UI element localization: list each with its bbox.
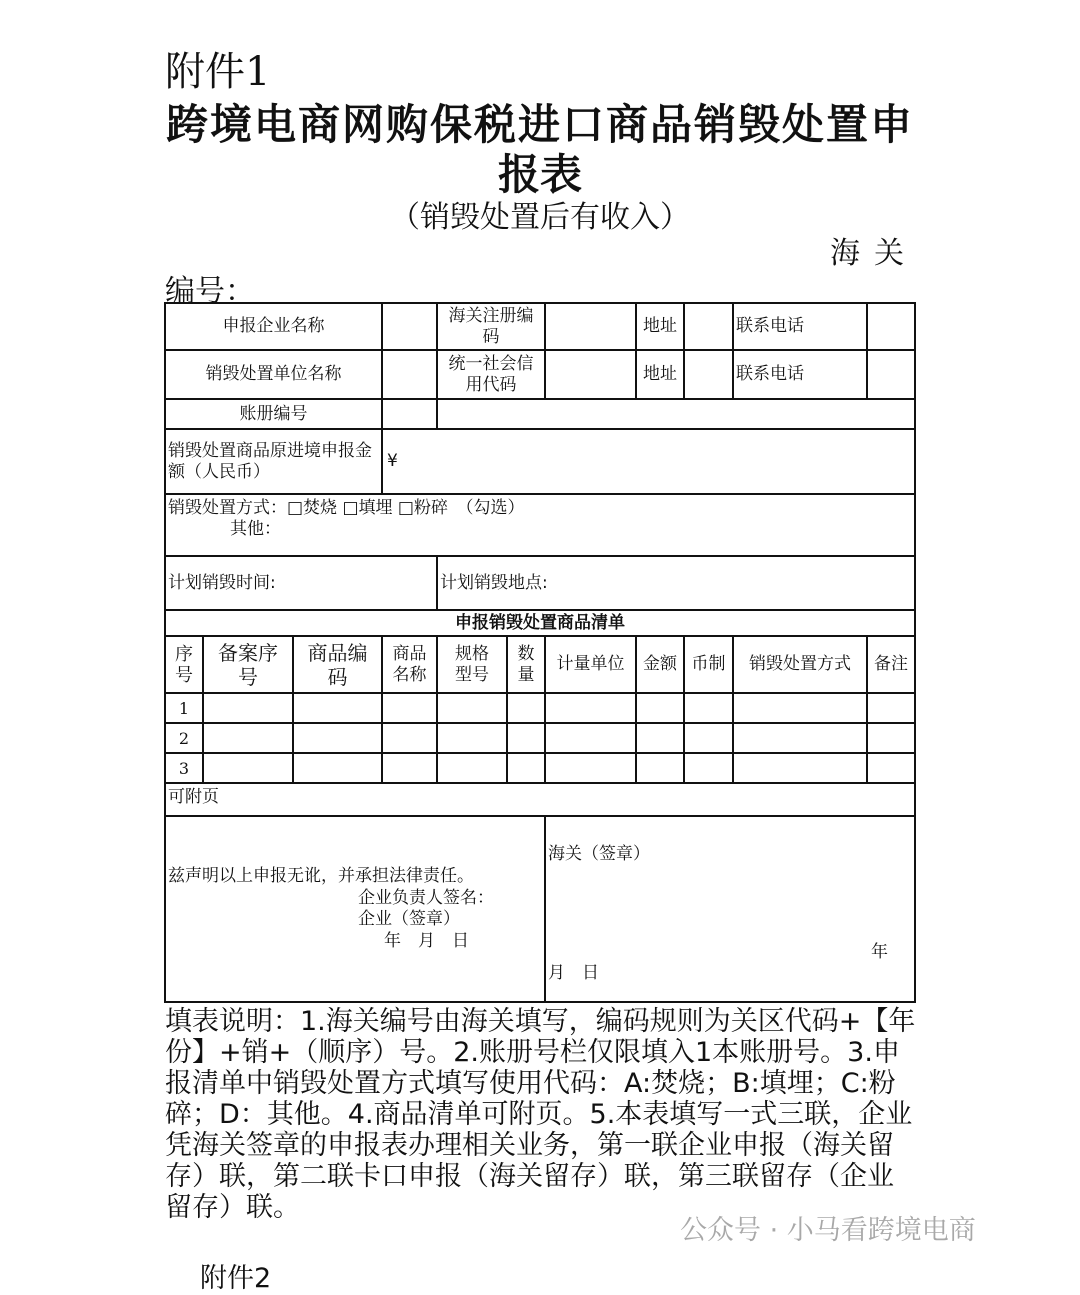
col-header-record-seq: 备案序号 — [218, 640, 278, 689]
enterprise-seal-label: 企业（签章） — [358, 909, 460, 929]
address-label-2: 地址 — [643, 364, 677, 384]
customs-reg-code-label: 海关注册编码 — [448, 305, 534, 347]
col-header-currency: 币制 — [691, 654, 726, 674]
phone-label: 联系电话 — [736, 316, 804, 336]
col-header-spec: 规格型号 — [455, 643, 489, 685]
col-header-qty: 数量 — [517, 643, 535, 685]
col-header-product-code: 商品编码 — [307, 640, 368, 689]
form-title-line1: 跨境电商网购保税进口商品销毁处置申 — [165, 100, 914, 149]
col-header-disposal-method: 销毁处置方式 — [749, 654, 851, 674]
disposal-method-options: 销毁处置方式：□焚烧 □填埋 □粉碎 （勾选） — [168, 498, 525, 518]
declaration-text: 兹声明以上申报无讹，并承担法律责任。 — [168, 866, 474, 886]
attachment-label: 附件1 — [165, 49, 271, 95]
plan-place-label: 计划销毁地点: — [440, 572, 548, 593]
ledger-no-label: 账册编号 — [239, 403, 308, 424]
col-header-product-name: 商品名称 — [392, 643, 427, 685]
next-attachment-label: 附件2 — [200, 1263, 272, 1294]
filling-instructions: 填表说明：1.海关编号由海关填写，编码规则为关区代码+【年份】+销+（顺序）号。2.账册号栏仅限填入1本账册号。3.申报清单中销毁处置方式填写使用代码：A:焚烧；B:填埋；C:粉碎；D：其他。4.商品清单可附页。5.本表填写一式三联，企业凭海关签章的申报表办理相关业务，第一联企业申报（海关留存）联，第二联卡口申报（海关留存）联，第三联留存（企业留存）联。 — [165, 1006, 916, 1223]
serial-number-label: 编号： — [165, 274, 255, 309]
customs-month-day-label: 月 日 — [548, 963, 599, 983]
list-title: 申报销毁处置商品清单 — [455, 612, 625, 633]
currency-symbol: ¥ — [387, 451, 398, 471]
disposal-unit-name-label: 销毁处置单位名称 — [205, 364, 342, 384]
disposal-method-other: 其他： — [230, 519, 281, 539]
col-header-seq: 序号 — [175, 643, 193, 686]
col-header-unit: 计量单位 — [556, 654, 625, 674]
customs-year-label: 年 — [871, 942, 888, 962]
orig-amount-label: 销毁处置商品原进境申报金额（人民币） — [168, 440, 372, 482]
row-number: 3 — [178, 758, 190, 778]
customs-label: 海关 — [830, 236, 918, 271]
plan-time-label: 计划销毁时间: — [168, 572, 276, 593]
watermark: 公众号 · 小马看跨境电商 — [680, 1215, 976, 1246]
col-header-amount: 金额 — [643, 654, 677, 674]
declarer-name-label: 申报企业名称 — [222, 316, 325, 336]
signer-label: 企业负责人签名： — [358, 888, 494, 908]
customs-seal-label: 海关（签章） — [548, 844, 650, 864]
phone-label-2: 联系电话 — [736, 364, 804, 384]
row-number: 1 — [178, 698, 190, 718]
row-number: 2 — [178, 728, 190, 748]
attach-pages-label: 可附页 — [168, 786, 219, 807]
col-header-remarks: 备注 — [874, 654, 908, 674]
form-subtitle: （销毁处置后有收入） — [390, 200, 690, 235]
address-label: 地址 — [643, 316, 677, 336]
enterprise-date-label: 年 月 日 — [384, 931, 469, 951]
credit-code-label: 统一社会信用代码 — [448, 353, 534, 395]
form-title-line2: 报表 — [497, 150, 582, 199]
